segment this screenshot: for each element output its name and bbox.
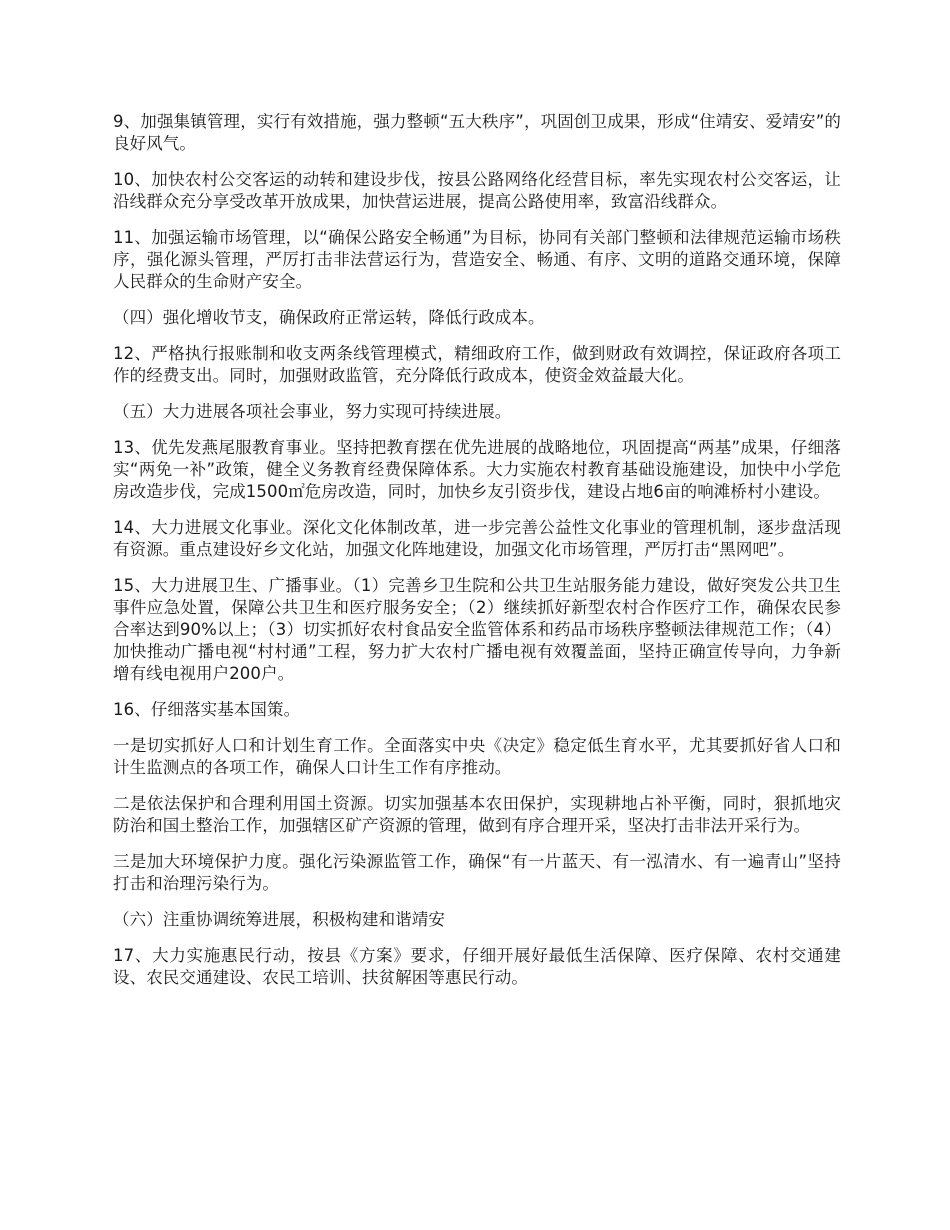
paragraph-item-16: 16、仔细落实基本国策。 <box>113 700 301 719</box>
paragraph-item-9: 9、加强集镇管理，实行有效措施，强力整顿“五大秩序”，巩固创卫成果，形成“住靖安、爱靖安”的良好风气。 <box>113 112 841 153</box>
section-heading-6: （六）注重协调统筹进展，积极构建和谐靖安 <box>113 910 445 929</box>
section-heading-4: （四）强化增收节支，确保政府正常运转，降低行政成本。 <box>113 308 545 327</box>
paragraph-item-17: 17、大力实施惠民行动，按县《方案》要求，仔细开展好最低生活保障、医疗保障、农村交通建设、农民交通建设、农民工培训、扶贫解困等惠民行动。 <box>113 946 841 987</box>
policy-point-1: 一是切实抓好人口和计划生育工作。全面落实中央《决定》稳定低生育水平，尤其要抓好省人口和计生监测点的各项工作，确保人口计生工作有序推动。 <box>113 736 841 777</box>
paragraph-item-14: 14、大力进展文化事业。深化文化体制改革，进一步完善公益性文化事业的管理机制，逐步盘活现有资源。重点建设好乡文化站，加强文化阵地建设，加强文化市场管理，严厉打击“黑网吧”。 <box>113 518 841 559</box>
paragraph-item-10: 10、加快农村公交客运的动转和建设步伐，按县公路网络化经营目标，率先实现农村公交客运，让沿线群众充分享受改革开放成果，加快营运进展，提高公路使用率，致富沿线群众。 <box>113 170 841 211</box>
paragraph-item-11: 11、加强运输市场管理，以“确保公路安全畅通”为目标，协同有关部门整顿和法律规范运输市场秩序，强化源头管理，严厉打击非法营运行为，营造安全、畅通、有序、文明的道路交通环境，保障人民群众的生命财产安全。 <box>113 228 841 291</box>
paragraph-item-12: 12、严格执行报账制和收支两条线管理模式，精细政府工作，做到财政有效调控，保证政府各项工作的经费支出。同时，加强财政监管，充分降低行政成本，使资金效益最大化。 <box>113 344 841 385</box>
policy-point-3: 三是加大环境保护力度。强化污染源监管工作，确保“有一片蓝天、有一泓清水、有一遍青山”坚持打击和治理污染行为。 <box>113 852 841 893</box>
section-heading-5: （五）大力进展各项社会事业，努力实现可持续进展。 <box>113 402 512 421</box>
document-body <box>113 111 841 1003</box>
policy-point-2: 二是依法保护和合理利用国土资源。切实加强基本农田保护，实现耕地占补平衡，同时，狠抓地灾防治和国土整治工作，加强辖区矿产资源的管理，做到有序合理开采，坚决打击非法开采行为。 <box>113 794 841 835</box>
paragraph-item-15: 15、大力进展卫生、广播事业。（1）完善乡卫生院和公共卫生站服务能力建设，做好突发公共卫生事件应急处置，保障公共卫生和医疗服务安全；（2）继续抓好新型农村合作医疗工作，确保农民参合率达到90%以上；（3）切实抓好农村食品安全监管体系和药品市场秩序整顿法律规范工作；（4）加快推动广播电视“村村通”工程，努力扩大农村广播电视有效覆盖面，坚持正确宣传导向，力争新增有线电视用户200户。 <box>113 576 841 683</box>
paragraph-item-13: 13、优先发燕尾服教育事业。坚持把教育摆在优先进展的战略地位，巩固提高“两基”成果，仔细落实“两免一补”政策，健全义务教育经费保障体系。大力实施农村教育基础设施建设，加快中小学危房改造步伐，完成1500㎡危房改造，同时，加快乡友引资步伐，建设占地6亩的响滩桥村小建设。 <box>113 438 841 501</box>
